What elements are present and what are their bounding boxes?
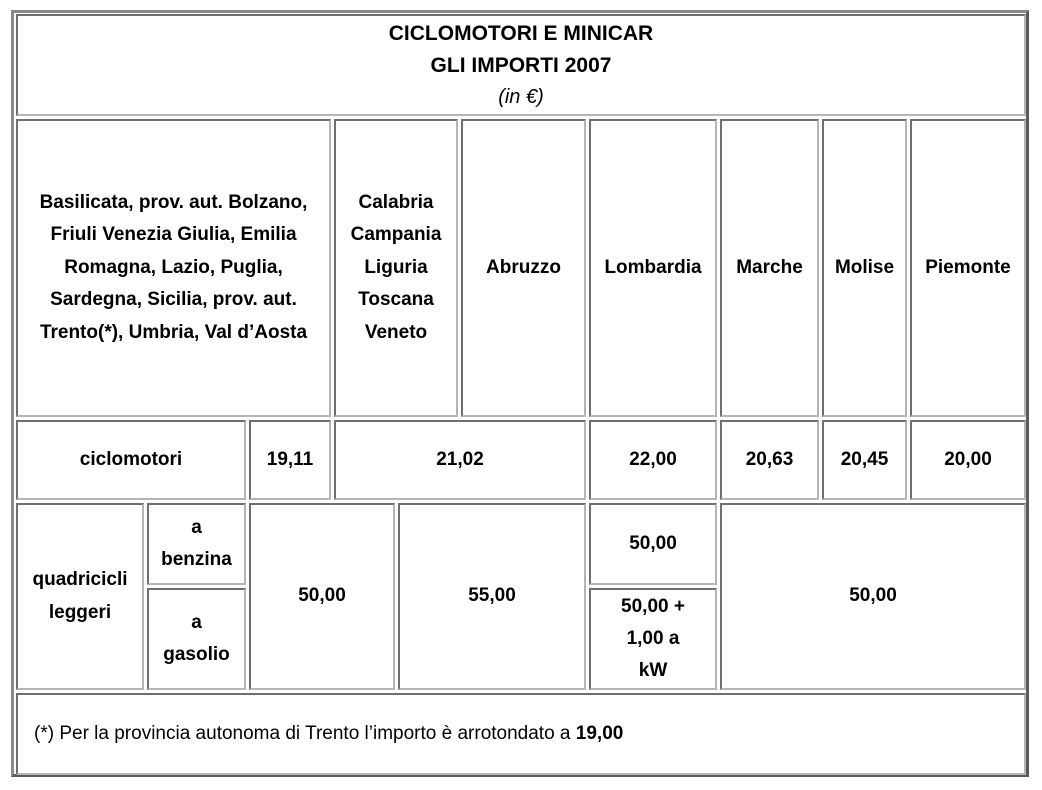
- title-line-1: CICLOMOTORI E MINICAR: [388, 22, 654, 45]
- ciclomotori-group2-abruzzo-value: 21,02: [334, 420, 586, 500]
- header-marche: Marche: [720, 119, 819, 417]
- title-unit: (in €): [498, 86, 544, 108]
- header-abruzzo: Abruzzo: [461, 119, 586, 417]
- header-lombardia: Lombardia: [589, 119, 717, 417]
- row-label-quadricicli: quadricicli leggeri: [16, 503, 144, 690]
- table-title: [16, 14, 1026, 116]
- row-label-ciclomotori: ciclomotori: [16, 420, 246, 500]
- quadricicli-lombardia-benzina-value: 50,00: [589, 503, 717, 585]
- header-group1: Basilicata, prov. aut. Bolzano, Friuli Venezia Giulia, Emilia Romagna, Lazio, Puglia, Sardegna, Sicilia, prov. aut. Trento(*), Umbria, Val d’Aosta: [16, 119, 331, 417]
- title-line-2: GLI IMPORTI 2007: [430, 54, 612, 77]
- header-piemonte: Piemonte: [910, 119, 1026, 417]
- footnote-text: (*) Per la provincia autonoma di Trento l’importo è arrotondato a: [34, 722, 576, 744]
- footnote-value: 19,00: [575, 722, 624, 744]
- ciclomotori-lombardia-value: 22,00: [589, 420, 717, 500]
- ciclomotori-group1-value: 19,11: [249, 420, 331, 500]
- quadricicli-others-value: 50,00: [720, 503, 1026, 690]
- quadricicli-group2-abruzzo-value: 55,00: [398, 503, 586, 690]
- sublabel-benzina: a benzina: [147, 503, 246, 585]
- header-group2: Calabria Campania Liguria Toscana Veneto: [334, 119, 458, 417]
- header-molise: Molise: [822, 119, 907, 417]
- quadricicli-lombardia-gasolio-value: 50,00 + 1,00 a kW: [589, 588, 717, 690]
- ciclomotori-piemonte-value: 20,00: [910, 420, 1026, 500]
- ciclomotori-molise-value: 20,45: [822, 420, 907, 500]
- ciclomotori-marche-value: 20,63: [720, 420, 819, 500]
- quadricicli-group1-value: 50,00: [249, 503, 395, 690]
- sublabel-gasolio: a gasolio: [147, 588, 246, 690]
- footnote: [16, 693, 1026, 775]
